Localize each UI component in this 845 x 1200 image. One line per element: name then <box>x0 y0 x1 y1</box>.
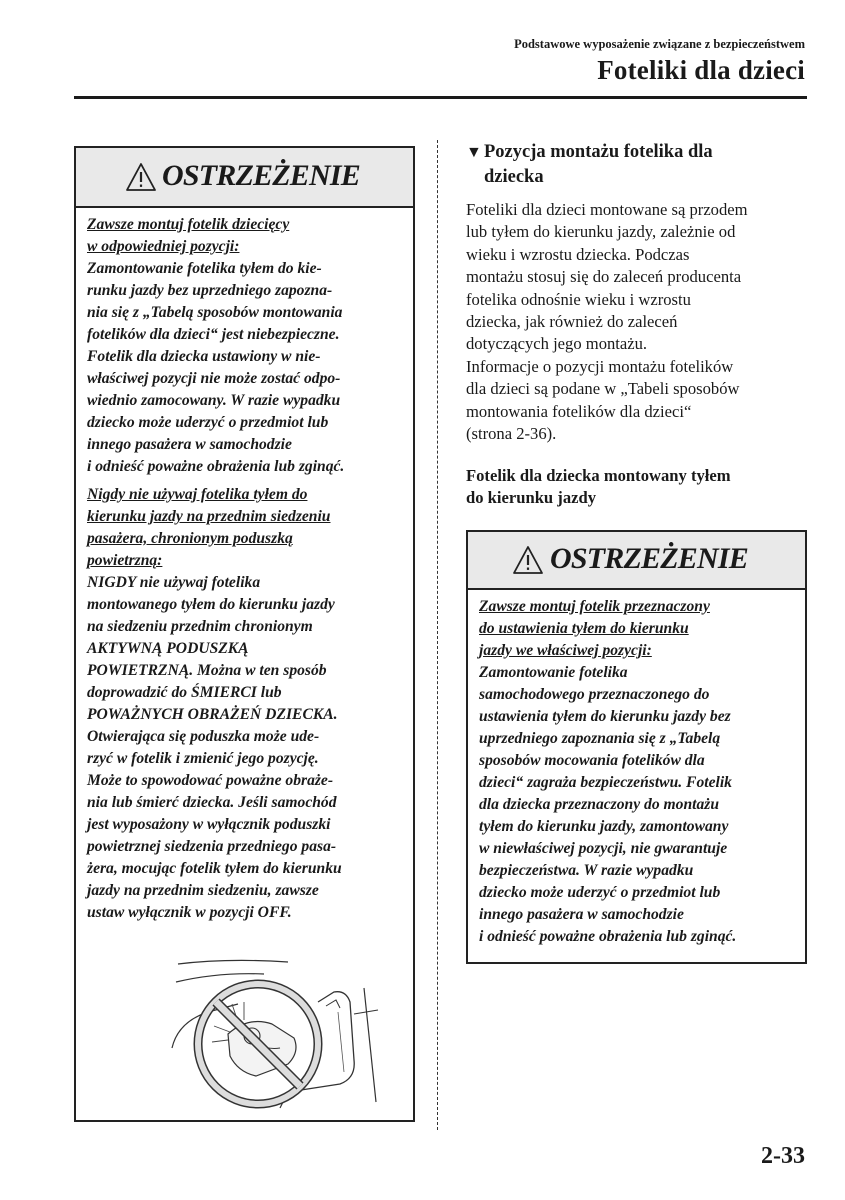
text-line: nia lub śmierć dziecka. Jeśli samochód <box>87 794 337 811</box>
warning-header-right <box>468 532 805 590</box>
warning-header-left <box>76 148 413 208</box>
prohibited-rear-facing-seat-airbag-icon <box>168 952 388 1112</box>
warning-triangle-icon <box>125 162 157 197</box>
text-line: Zamontowanie fotelika tyłem do kie- <box>87 260 322 277</box>
header-section-label: Podstawowe wyposażenie związane z bezpieczeństwem <box>514 37 805 51</box>
text-line: POWAŻNYCH OBRAŻEŃ DZIECKA. <box>87 706 338 723</box>
section-paragraph <box>466 199 748 445</box>
text-line: Foteliki dla dzieci montowane są przodem <box>466 200 748 219</box>
text-line: w niewłaściwej pozycji, nie gwarantuje <box>479 840 728 857</box>
text-line: Otwierająca się poduszka może ude- <box>87 728 320 745</box>
text-line: ustaw wyłącznik w pozycji OFF. <box>87 904 292 921</box>
warning-title: OSTRZEŻENIE <box>162 159 360 192</box>
text-line: rzyć w fotelik i zmienić jego pozycję. <box>87 750 319 767</box>
text-line: Informacje o pozycji montażu fotelików <box>466 356 734 376</box>
section-heading <box>466 140 713 189</box>
text-line: Zawsze montuj fotelik przeznaczony <box>479 598 710 615</box>
text-line: wiednio zamocowany. W razie wypadku <box>87 392 341 409</box>
text-line: do ustawienia tyłem do kierunku <box>479 620 689 637</box>
subheading: Fotelik dla dziecka montowany tyłem do kierunku jazdy <box>466 466 731 508</box>
text-line: uprzedniego zapoznania się z „Tabelą <box>479 730 721 747</box>
text-line: montowanego tyłem do kierunku jazdy <box>87 596 335 613</box>
text-line: Może to spowodować poważne obraże- <box>87 772 334 789</box>
text-line: montowania fotelików dla dzieci“ <box>466 401 692 421</box>
text-line: kierunku jazdy na przednim siedzeniu <box>87 508 331 525</box>
header-rule <box>74 96 807 99</box>
text-line: w odpowiedniej pozycji: <box>87 238 240 255</box>
warning-box-right <box>466 530 807 964</box>
warning-text-left <box>87 214 407 924</box>
page-number: 2-33 <box>761 1143 805 1169</box>
column-divider <box>437 140 438 1130</box>
text-line: dla dziecka przeznaczony do montażu <box>479 796 719 813</box>
text-line: Nigdy nie używaj fotelika tyłem do <box>87 486 308 503</box>
text-line: NIGDY nie używaj fotelika <box>87 574 261 591</box>
text-line: lub tyłem do kierunku jazdy, zależnie od <box>466 222 736 242</box>
text-line: innego pasażera w samochodzie <box>87 436 292 453</box>
text-line: doprowadzić do ŚMIERCI lub <box>87 684 282 701</box>
text-line: fotelików dla dzieci“ jest niebezpieczne. <box>87 326 340 343</box>
text-line: dziecko może uderzyć o przedmiot lub <box>479 884 721 901</box>
page-title: Foteliki dla dzieci <box>597 55 805 85</box>
text-line: dziecka, jak również do zaleceń <box>466 311 678 331</box>
warning-title: OSTRZEŻENIE <box>550 542 748 575</box>
text-line: (strona 2-36). <box>466 423 557 443</box>
text-line: właściwej pozycji nie może zostać odpo- <box>87 370 341 387</box>
airbag-warning-illustration <box>168 952 388 1112</box>
text-line: dzieci“ zagraża bezpieczeństwu. Fotelik <box>479 774 732 791</box>
text-line: samochodowego przeznaczonego do <box>479 686 710 703</box>
text-line: Zawsze montuj fotelik dziecięcy <box>87 216 290 233</box>
text-line: dziecko może uderzyć o przedmiot lub <box>87 414 329 431</box>
text-line: żera, mocując fotelik tyłem do kierunku <box>87 860 342 877</box>
section-heading-line-1: ▼ Pozycja montażu fotelika dla <box>466 140 713 165</box>
text-line: POWIETRZNĄ. Można w ten sposób <box>87 662 327 679</box>
text-line: montażu stosuj się do zaleceń producenta <box>466 267 742 287</box>
text-line: i odnieść poważne obrażenia lub zginąć. <box>479 928 737 945</box>
text-line: Fotelik dla dziecka ustawiony w nie- <box>87 348 321 365</box>
text-line: runku jazdy bez uprzedniego zapozna- <box>87 282 333 299</box>
triangle-bullet-icon: ▼ <box>466 144 482 161</box>
text-line: jazdy na przednim siedzeniu, zawsze <box>87 882 319 899</box>
section-heading-line-2: dziecka <box>484 167 544 187</box>
text-line: jest wyposażony w wyłącznik poduszki <box>87 816 331 833</box>
text-line: na siedzeniu przednim chronionym <box>87 618 313 635</box>
text-line: powietrzną: <box>87 552 163 569</box>
text-line: AKTYWNĄ PODUSZKĄ <box>87 640 249 657</box>
text-line: Zamontowanie fotelika <box>479 664 628 681</box>
text-line: sposobów mocowania fotelików dla <box>479 752 705 769</box>
text-line: innego pasażera w samochodzie <box>479 906 684 923</box>
text-line: i odnieść poważne obrażenia lub zginąć. <box>87 458 345 475</box>
text-line: bezpieczeństwa. W razie wypadku <box>479 862 694 879</box>
text-line: dotyczących jego montażu. <box>466 334 648 354</box>
text-line: fotelika odnośnie wieku i wzrostu <box>466 289 691 309</box>
text-line: dla dzieci są podane w „Tabeli sposobów <box>466 379 740 399</box>
text-line: tyłem do kierunku jazdy, zamontowany <box>479 818 729 835</box>
text-line: ustawienia tyłem do kierunku jazdy bez <box>479 708 731 725</box>
text-line: pasażera, chronionym poduszką <box>87 530 293 547</box>
text-line: nia się z „Tabelą sposobów montowania <box>87 304 343 321</box>
text-line: jazdy we właściwej pozycji: <box>479 642 652 659</box>
warning-text-right <box>479 596 799 948</box>
text-line: powietrznej siedzenia przedniego pasa- <box>87 838 337 855</box>
warning-triangle-icon <box>512 545 544 580</box>
warning-box-left <box>74 146 415 1122</box>
text-line: wieku i wzrostu dziecka. Podczas <box>466 244 690 264</box>
